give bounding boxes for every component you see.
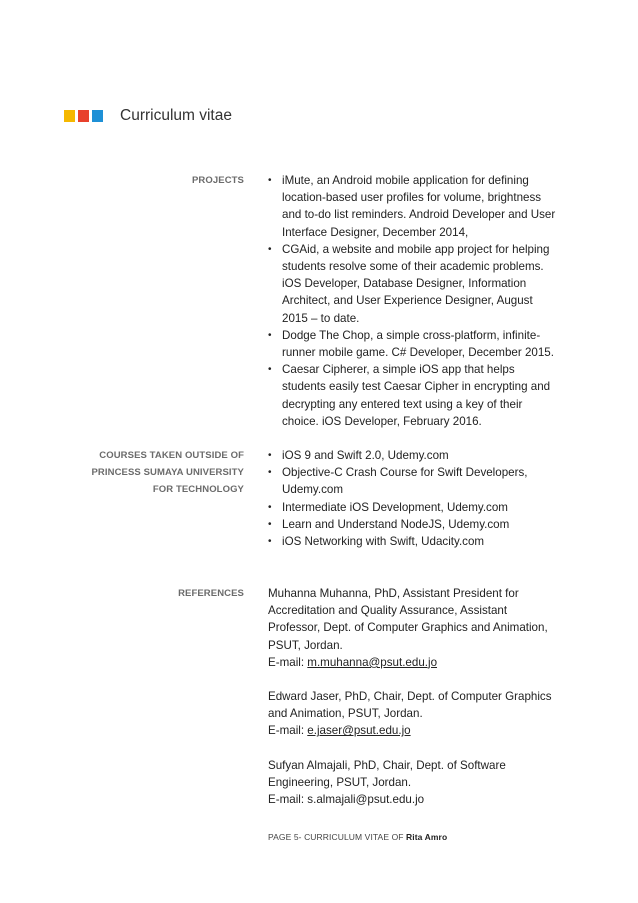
page-footer [268,832,447,842]
email-prefix: E-mail: [268,793,308,807]
references-label: REFERENCES [178,588,244,599]
courses-label-line: FOR TECHNOLOGY [152,484,244,495]
footer-name: Rita Amro [406,832,448,842]
reference-email-line [268,722,558,739]
page-title: Curriculum vitae [120,107,232,124]
email-prefix: E-mail: [268,724,308,738]
reference-entry [268,757,558,809]
reference-email-line [268,654,558,671]
reference-text: Sufyan Almajali, PhD, Chair, Dept. of Software Engineering, PSUT, Jordan. [268,758,506,789]
list-item: • CGAid, a website and mobile app project for helping students resolve some of their academic problems. iOS Developer, Database Designer, Information Architect, and User Experience Designer, August 2015 – to date. [268,241,558,327]
list-item: • Learn and Understand NodeJS, Udemy.com [268,516,558,533]
list-item: • Objective-C Crash Course for Swift Developers, Udemy.com [268,464,558,498]
courses-label-line: COURSES TAKEN OUTSIDE OF [99,450,244,461]
list-item: • Dodge The Chop, a simple cross-platform, infinite-runner mobile game. C# Developer, December 2015. [268,327,558,361]
logo-squares [64,110,103,122]
courses-list [268,447,558,550]
courses-section [268,447,558,550]
list-item: • iOS 9 and Swift 2.0, Udemy.com [268,447,558,464]
email-link[interactable]: m.muhanna@psut.edu.jo [307,655,438,669]
reference-entry [268,585,558,671]
projects-label: PROJECTS [191,175,244,186]
reference-entry [268,688,558,740]
references-section [268,585,558,825]
reference-email-line [268,791,558,808]
projects-list [268,172,558,430]
logo-square-blue [92,110,103,122]
reference-text: Muhanna Muhanna, PhD, Assistant President for Accreditation and Quality Assurance, Assistant Professor, Dept. of Computer Graphics and Animation, PSUT, Jordan. [268,587,548,652]
logo-square-red [78,110,89,122]
projects-section [268,172,558,430]
list-item: • Caesar Cipherer, a simple iOS app that helps students easily test Caesar Cipher in encrypting and decrypting any entered text using a key of their choice. iOS Developer, February 2016. [268,361,558,430]
logo-square-yellow [64,110,75,122]
email-link[interactable]: e.jaser@psut.edu.jo [307,724,411,738]
reference-text: Edward Jaser, PhD, Chair, Dept. of Computer Graphics and Animation, PSUT, Jordan. [268,690,552,721]
list-item: • iOS Networking with Swift, Udacity.com [268,533,558,550]
footer-prefix: PAGE 5- CURRICULUM VITAE OF [268,832,407,842]
courses-label [44,447,244,498]
list-item: • Intermediate iOS Development, Udemy.com [268,499,558,516]
email-prefix: E-mail: [268,655,308,669]
courses-label-line: PRINCESS SUMAYA UNIVERSITY [91,467,244,478]
list-item: • iMute, an Android mobile application for defining location-based user profiles for volume, brightness and to-do list reminders. Android Developer and User Interface Designer, December 2014, [268,172,558,241]
email-text: s.almajali@psut.edu.jo [307,793,425,807]
